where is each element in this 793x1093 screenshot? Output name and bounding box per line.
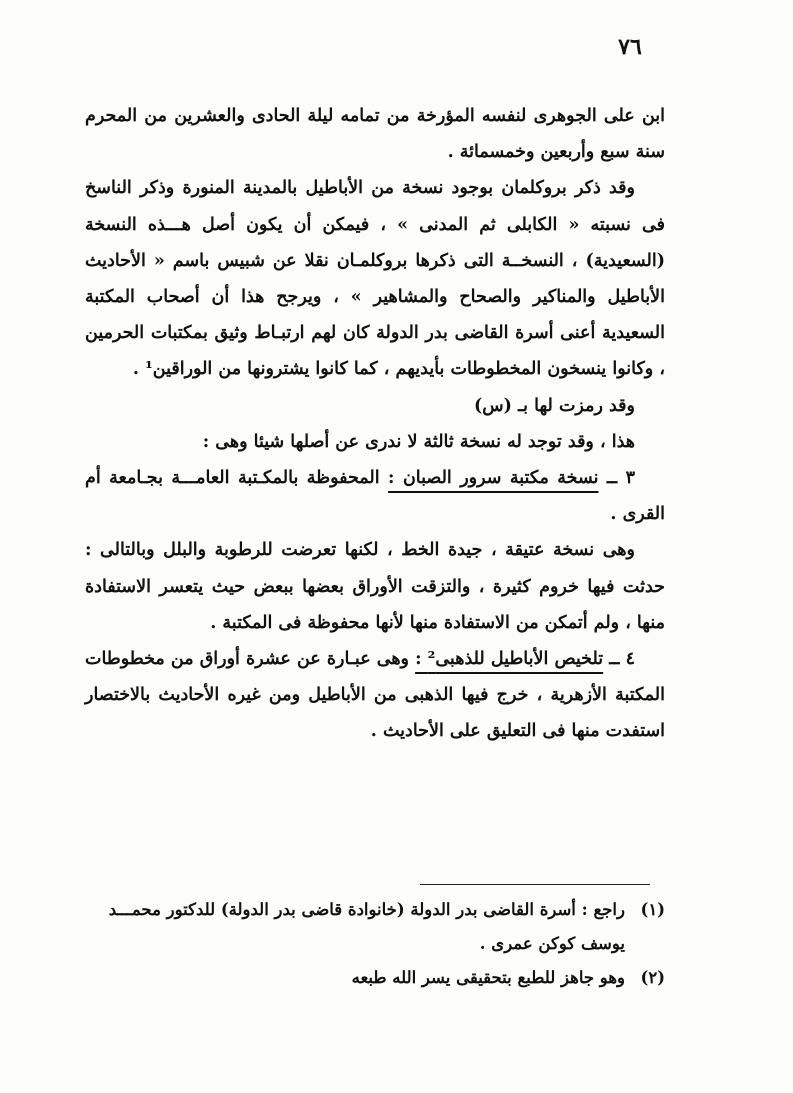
paragraph-3: وقد رمزت لها بـ (س) <box>474 395 635 416</box>
footnote-separator <box>420 884 650 885</box>
item-4-title: تلخيص الأباطيل للذهبى² : <box>415 649 604 670</box>
footnote-2-mark: (٢) <box>640 968 665 987</box>
paragraph-2: وقد ذكر بروكلمان بوجود نسخة من الأباطيل بالمدينة المنورة وذكر الناسخ فى نسبته « الكابلى ثم المدنى » ، فيمكن أن يكون أصل هـــذه النسخة (السعيدية) ، النسخــة التى ذكرها بروكلمـان نقلا عن شبيس باسم « الأحاديث الأباطيل والمناكير والصحاح والمشاهير » ، ويرجح هذا أن أصحاب المكتبة السعيدية أعنى أسرة القاضى بدر الدولة كان لهم ارتبـاط وثيق بمكتبات الحرمين ، وكانوا ينسخون المخطوطات بأيديهم ، كما كانوا يشترونها من الوراقين¹ . <box>85 178 665 380</box>
footnote-2 <box>85 961 665 995</box>
item-4-number: ٤ ــ <box>609 649 636 670</box>
page-number: ٧٦ <box>618 34 642 60</box>
paragraph-5: وهى نسخة عتيقة ، جيدة الخط ، لكنها تعرضت للرطوبة والبلل وبالتالى : حدثت فيها خروم كثيرة ، والتزقت الأوراق بعضها ببعض حيث يتعسر الاستفادة منها ، ولم أتمكن من الاستفادة منها لأنها محفوظة فى المكتبة . <box>85 540 665 633</box>
item-3-text: المحفوظة بالمكـتبة العامـــة بجـامعة أم القرى . <box>85 468 665 525</box>
footnote-1-text: راجع : أسرة القاضى بدر الدولة (خانوادة قاضى بدر الدولة) للدكتور محمـــد يوسف كوكن عمرى . <box>108 900 625 953</box>
paragraph-4: هذا ، وقد توجد له نسخة ثالثة لا ندرى عن أصلها شيئا وهى : <box>202 431 635 452</box>
item-3-title: نسخة مكتبة سرور الصبان : <box>388 468 599 489</box>
footnote-2-text: وهو جاهز للطبع بتحقيقى يسر الله طبعه <box>351 968 625 987</box>
item-4-text: وهى عبـارة عن عشرة أوراق من مخطوطات المكتبة الأزهرية ، خرج فيها الذهبى من الأباطيل ومن غيره الأحاديث بالاختصار استفدت منها فى التعليق على الأحاديث . <box>85 649 665 742</box>
item-3 <box>85 460 665 532</box>
footnotes <box>85 893 665 995</box>
item-3-number: ٣ ــ <box>606 468 636 489</box>
paragraph-1: ابن على الجوهرى لنفسه المؤرخة من تمامه ليلة الحادى والعشرين من المحرم سنة سبع وأربعين وخمسمائة . <box>85 106 665 163</box>
footnote-1 <box>85 893 665 961</box>
main-text <box>85 98 665 750</box>
footnote-1-mark: (١) <box>640 900 665 919</box>
item-4 <box>85 641 665 750</box>
